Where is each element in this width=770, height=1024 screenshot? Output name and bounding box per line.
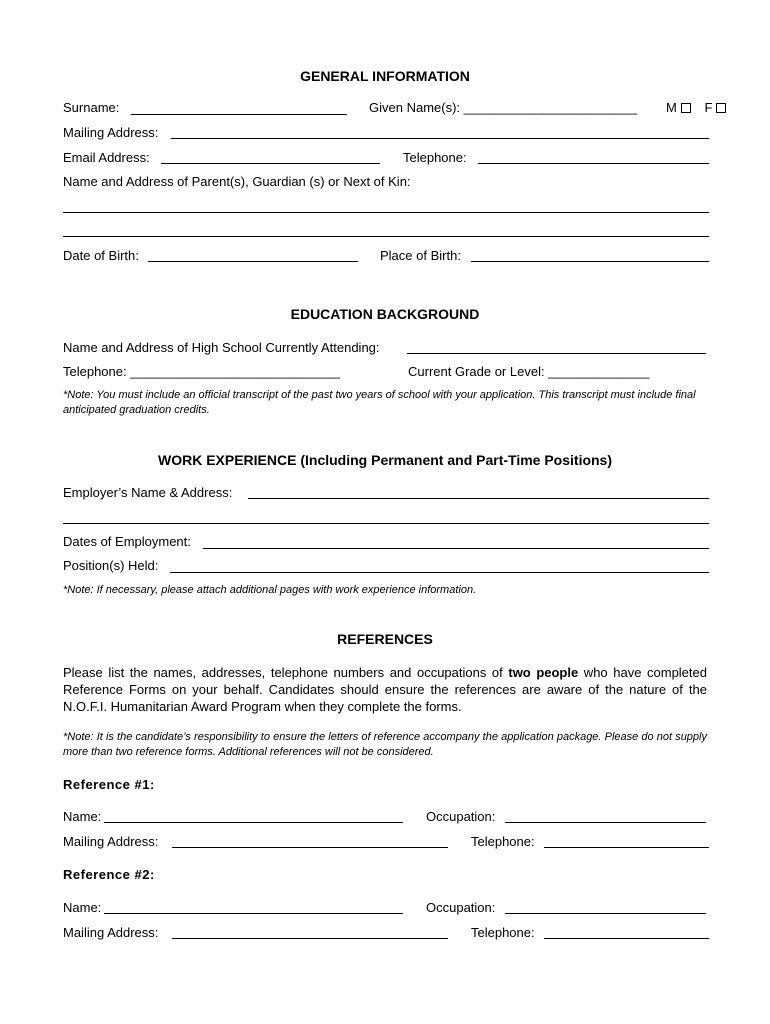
employer-field-line-2[interactable] <box>63 523 709 524</box>
parent-guardian-label: Name and Address of Parent(s), Guardian (s) or Next of Kin: <box>63 174 411 189</box>
transcript-note: *Note: You must include an official transcript of the past two years of school with your application. This transcript must include final anticipated graduation credits. <box>63 389 696 416</box>
current-grade-label: Current Grade or Level: ______________ <box>408 364 650 379</box>
reference-2-occupation-label: Occupation: <box>426 900 496 915</box>
female-checkbox[interactable] <box>716 103 726 113</box>
reference-1-mailing-label: Mailing Address: <box>63 834 159 849</box>
parent-guardian-field-line-2[interactable] <box>63 236 709 237</box>
telephone-label: Telephone: <box>403 150 467 165</box>
given-names-label: Given Name(s): ________________________ <box>369 100 638 115</box>
education-telephone-label: Telephone: _____________________________ <box>63 364 340 379</box>
date-of-birth-field[interactable] <box>148 261 358 262</box>
reference-2-mailing-field[interactable] <box>172 938 448 939</box>
work-experience-heading: WORK EXPERIENCE (Including Permanent and Part-Time Positions) <box>157 452 613 468</box>
mailing-address-field[interactable] <box>171 138 709 139</box>
reference-2-heading: Reference #2: <box>63 867 155 882</box>
surname-field[interactable] <box>131 114 347 115</box>
surname-label: Surname: <box>63 100 120 115</box>
dates-of-employment-label: Dates of Employment: <box>63 534 191 549</box>
reference-1-telephone-label: Telephone: <box>471 834 535 849</box>
reference-1-occupation-label: Occupation: <box>426 809 496 824</box>
reference-1-name-field[interactable] <box>104 822 403 823</box>
reference-2-name-label: Name: <box>63 900 102 915</box>
references-instructions: Please list the names, addresses, telephone numbers and occupations of two people who have completed Reference Forms on your behalf. Candidates should ensure the references are aware of the nature of the N.O.F.I. Humanitarian Award Program when they complete the forms. <box>63 665 707 714</box>
male-label: M <box>666 100 677 115</box>
reference-2-mailing-label: Mailing Address: <box>63 925 159 940</box>
high-school-field[interactable] <box>407 353 706 354</box>
references-note: *Note: It is the candidate’s responsibility to ensure the letters of reference accompany the application package. Please do not supply more than two reference forms. Additional references will not be considered. <box>63 731 707 758</box>
reference-2-telephone-field[interactable] <box>544 938 709 939</box>
reference-1-heading: Reference #1: <box>63 777 155 792</box>
reference-2-name-field[interactable] <box>104 913 403 914</box>
general-information-heading: GENERAL INFORMATION <box>300 68 470 84</box>
education-background-heading: EDUCATION BACKGROUND <box>290 306 480 322</box>
telephone-field[interactable] <box>478 163 709 164</box>
education-telephone-field[interactable]: _____________________________ <box>130 364 340 379</box>
reference-2-telephone-label: Telephone: <box>471 925 535 940</box>
place-of-birth-label: Place of Birth: <box>380 248 461 263</box>
email-address-label: Email Address: <box>63 150 150 165</box>
place-of-birth-field[interactable] <box>471 261 709 262</box>
references-heading: REFERENCES <box>337 631 433 647</box>
employer-field[interactable] <box>248 498 709 499</box>
employer-label: Employer’s Name & Address: <box>63 485 233 500</box>
date-of-birth-label: Date of Birth: <box>63 248 139 263</box>
work-experience-note: *Note: If necessary, please attach additional pages with work experience information. <box>63 584 477 596</box>
reference-2-occupation-field[interactable] <box>505 913 706 914</box>
mailing-address-label: Mailing Address: <box>63 125 159 140</box>
given-names-field[interactable]: ________________________ <box>463 100 638 115</box>
male-checkbox[interactable] <box>681 103 691 113</box>
high-school-label: Name and Address of High School Currently Attending: <box>63 340 380 355</box>
gender-selector <box>666 100 726 116</box>
reference-1-mailing-field[interactable] <box>172 847 448 848</box>
dates-of-employment-field[interactable] <box>203 548 709 549</box>
current-grade-field[interactable]: ______________ <box>548 364 650 379</box>
reference-1-telephone-field[interactable] <box>544 847 709 848</box>
email-address-field[interactable] <box>161 163 380 164</box>
reference-1-name-label: Name: <box>63 809 102 824</box>
reference-1-occupation-field[interactable] <box>505 822 706 823</box>
female-label: F <box>704 100 713 115</box>
positions-held-field[interactable] <box>170 572 709 573</box>
parent-guardian-field-line-1[interactable] <box>63 212 709 213</box>
positions-held-label: Position(s) Held: <box>63 558 159 573</box>
